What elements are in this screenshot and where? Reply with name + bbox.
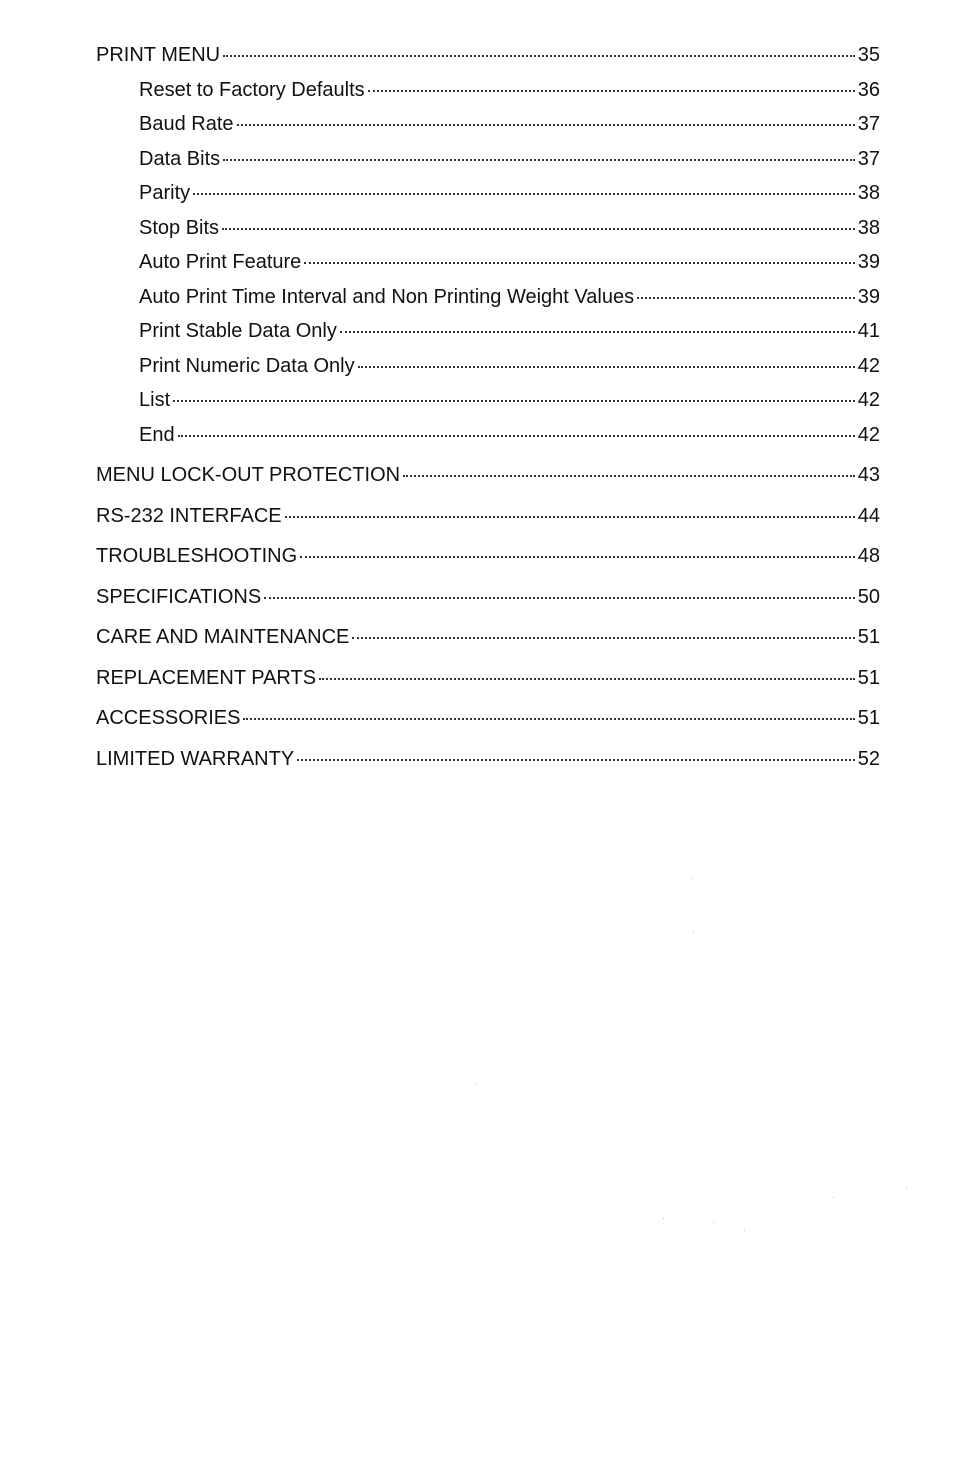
scan-speck xyxy=(713,1222,714,1223)
toc-entry-print-numeric-data-only xyxy=(96,352,880,380)
toc-entry-menu-lock-out-protection xyxy=(96,461,880,489)
toc-entry-title: REPLACEMENT PARTS xyxy=(96,666,317,689)
toc-entry-title: SPECIFICATIONS xyxy=(96,585,262,608)
toc-entry-stop-bits xyxy=(96,214,880,242)
toc-entry-data-bits xyxy=(96,145,880,173)
toc-entry-print-stable-data-only xyxy=(96,317,880,345)
scan-speck xyxy=(833,1197,834,1198)
toc-entry-auto-print-feature xyxy=(96,248,880,276)
scan-speck xyxy=(744,1230,745,1231)
toc-entry-title: Data Bits xyxy=(139,147,221,170)
toc-entry-title: TROUBLESHOOTING xyxy=(96,545,298,567)
toc-entry-title: MENU LOCK-OUT PROTECTION xyxy=(96,464,401,486)
toc-entry-auto-print-time-interval xyxy=(96,283,880,311)
toc-entry-title: End xyxy=(139,423,175,446)
dot-leader xyxy=(297,759,855,761)
dot-leader xyxy=(368,90,855,92)
toc-entry-page: 38 xyxy=(857,182,880,204)
toc-entry-title: Print Stable Data Only xyxy=(139,320,337,342)
dot-leader xyxy=(173,400,855,402)
toc-entry-page: 38 xyxy=(857,216,880,239)
toc-entry-reset-to-factory-defaults xyxy=(96,76,880,104)
dot-leader xyxy=(237,124,855,126)
dot-leader xyxy=(637,297,855,299)
toc-entry-page: 35 xyxy=(857,44,880,66)
toc-entry-title: Baud Rate xyxy=(139,113,234,135)
toc-entry-rs-232-interface xyxy=(96,502,880,530)
scan-speck xyxy=(691,878,692,879)
toc-entry-page: 37 xyxy=(857,147,880,170)
toc-entry-page: 43 xyxy=(857,464,880,486)
toc-entry-page: 51 xyxy=(857,666,880,689)
dot-leader xyxy=(403,475,855,477)
toc-entry-title: CARE AND MAINTENANCE xyxy=(96,626,350,648)
dot-leader xyxy=(243,718,854,720)
toc-entry-page: 44 xyxy=(857,504,880,527)
dot-leader xyxy=(340,331,855,333)
dot-leader xyxy=(178,435,855,437)
toc-entry-limited-warranty xyxy=(96,745,880,773)
toc-entry-page: 48 xyxy=(857,545,880,567)
dot-leader xyxy=(300,556,855,558)
toc-entry-title: Parity xyxy=(139,182,191,204)
toc-entry-baud-rate xyxy=(96,110,880,138)
dot-leader xyxy=(285,516,855,518)
toc-entry-print-menu xyxy=(96,41,880,69)
toc-entry-page: 36 xyxy=(857,78,880,101)
toc-entry-title: Auto Print Time Interval and Non Printing Weight Values xyxy=(139,285,635,308)
scan-speck xyxy=(663,1218,664,1219)
toc-entry-page: 42 xyxy=(857,423,880,446)
toc-entry-replacement-parts xyxy=(96,664,880,692)
dot-leader xyxy=(358,366,855,368)
toc-entry-title: LIMITED WARRANTY xyxy=(96,747,295,770)
scan-speck xyxy=(693,932,694,933)
toc-entry-list xyxy=(96,386,880,414)
scan-speck xyxy=(906,1187,907,1188)
dot-leader xyxy=(222,228,855,230)
toc-entry-page: 50 xyxy=(857,585,880,608)
scan-speck xyxy=(475,1083,476,1084)
toc-entry-end xyxy=(96,421,880,449)
toc-entry-page: 42 xyxy=(857,354,880,377)
toc-entry-page: 39 xyxy=(857,285,880,308)
toc-entry-title: Stop Bits xyxy=(139,216,220,239)
dot-leader xyxy=(223,55,855,57)
toc-entry-page: 51 xyxy=(857,707,880,729)
toc-entry-parity xyxy=(96,179,880,207)
toc-entry-title: PRINT MENU xyxy=(96,44,221,66)
toc-entry-title: List xyxy=(139,389,171,411)
toc-entry-page: 51 xyxy=(857,626,880,648)
toc-entry-page: 41 xyxy=(857,320,880,342)
toc-entry-page: 39 xyxy=(857,251,880,273)
dot-leader xyxy=(264,597,855,599)
toc-entry-title: Auto Print Feature xyxy=(139,251,302,273)
toc-entry-page: 42 xyxy=(857,389,880,411)
toc-entry-page: 52 xyxy=(857,747,880,770)
toc-entry-title: ACCESSORIES xyxy=(96,707,241,729)
toc-entry-troubleshooting xyxy=(96,542,880,570)
toc-entry-title: Print Numeric Data Only xyxy=(139,354,355,377)
toc-entry-title: RS-232 INTERFACE xyxy=(96,504,282,527)
dot-leader xyxy=(193,193,855,195)
dot-leader xyxy=(352,637,854,639)
dot-leader xyxy=(319,678,855,680)
toc-entry-title: Reset to Factory Defaults xyxy=(139,78,365,101)
table-of-contents xyxy=(96,41,880,773)
toc-entry-specifications xyxy=(96,583,880,611)
dot-leader xyxy=(223,159,855,161)
dot-leader xyxy=(304,262,854,264)
toc-entry-care-and-maintenance xyxy=(96,623,880,651)
toc-entry-accessories xyxy=(96,704,880,732)
toc-entry-page: 37 xyxy=(857,113,880,135)
